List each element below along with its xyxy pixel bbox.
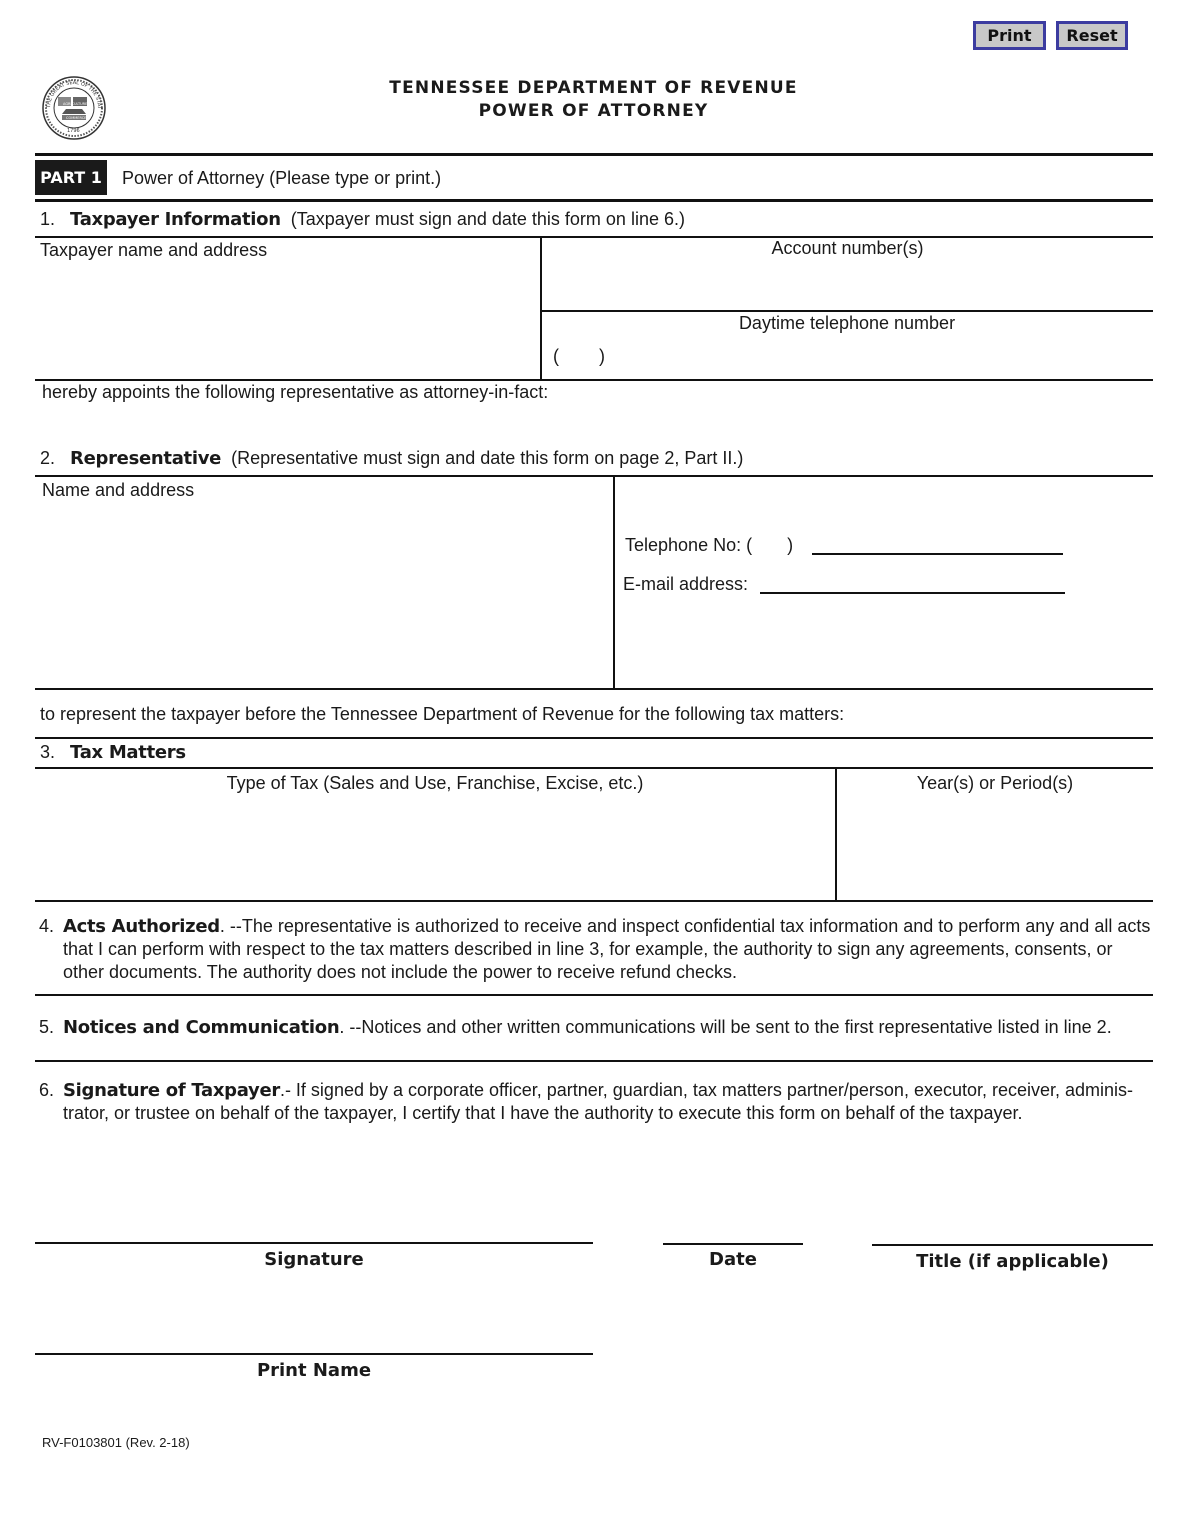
print-name-line (35, 1353, 593, 1355)
form-title: POWER OF ATTORNEY (478, 101, 709, 121)
representative-telephone-label: Telephone No: ( ) (625, 535, 794, 555)
section-title: Acts Authorized (63, 916, 220, 937)
section-number: 5. (39, 1017, 55, 1037)
date-label: Date (709, 1249, 757, 1270)
years-periods-field[interactable] (845, 802, 1145, 896)
section-number: 6. (39, 1080, 55, 1100)
divider (35, 1060, 1153, 1062)
representative-name-address-label: Name and address (42, 480, 195, 500)
section-title: Representative (70, 448, 222, 469)
divider (812, 553, 1063, 555)
divider (35, 688, 1153, 690)
represent-text: to represent the taxpayer before the Tennessee Department of Revenue for the following tax matters: (40, 704, 845, 724)
section-number: 4. (39, 916, 55, 936)
section-title: Tax Matters (70, 742, 186, 763)
form-number: RV-F0103801 (Rev. 2-18) (42, 1435, 190, 1450)
divider (760, 592, 1065, 594)
divider (35, 153, 1153, 156)
svg-text:AGRICULTURE: AGRICULTURE (63, 102, 88, 106)
type-of-tax-label: Type of Tax (Sales and Use, Franchise, Excise, etc.) (226, 773, 644, 793)
section-text: . --Notices and other written communications will be sent to the first representative listed in line 2. (339, 1017, 1112, 1037)
svg-text:THE GREAT SEAL OF THE STATE: THE GREAT SEAL OF THE STAT (45, 79, 103, 110)
section-3-heading (40, 742, 186, 763)
daytime-phone-field[interactable] (615, 342, 1145, 370)
section-note: (Taxpayer must sign and date this form on line 6.) (290, 209, 685, 229)
representative-name-address-field[interactable] (42, 506, 607, 684)
account-number-field[interactable] (552, 268, 1142, 298)
divider (35, 379, 1153, 381)
section-text: .- If signed by a corporate officer, partner, guardian, tax matters partner/person, executor, receiver, adminis-trator, or trustee on behalf of the taxpayer, I certify that I have the authority to execute this form on behalf of the taxpayer. (63, 1080, 1134, 1123)
representative-email-label: E-mail address: (623, 574, 749, 594)
divider (35, 199, 1153, 202)
part-1-badge: PART 1 (35, 160, 107, 195)
section-1-heading (40, 209, 685, 230)
print-name-label: Print Name (256, 1360, 372, 1381)
section-number: 3. (40, 742, 56, 762)
notices-paragraph (63, 1016, 1163, 1039)
section-number: 2. (40, 448, 56, 468)
taxpayer-name-address-label: Taxpayer name and address (40, 240, 268, 260)
print-name-field[interactable] (35, 1321, 593, 1351)
divider (613, 476, 615, 689)
phone-area-code-parens: ( ) (553, 346, 605, 366)
section-note: (Representative must sign and date this form on page 2, Part II.) (231, 448, 744, 468)
daytime-phone-label: Daytime telephone number (738, 313, 956, 333)
form-agency-title: TENNESSEE DEPARTMENT OF REVENUE (389, 78, 798, 98)
divider (35, 767, 1153, 769)
signature-of-taxpayer-paragraph (63, 1079, 1151, 1125)
signature-label: Signature (264, 1249, 364, 1270)
years-periods-label: Year(s) or Period(s) (916, 773, 1074, 793)
section-title: Signature of Taxpayer (63, 1080, 280, 1101)
print-button[interactable]: Print (973, 21, 1046, 50)
svg-text:COMMERCE: COMMERCE (66, 116, 87, 120)
appoints-text: hereby appoints the following representative as attorney-in-fact: (42, 382, 549, 402)
section-number: 1. (40, 209, 56, 229)
section-2-heading (40, 448, 743, 469)
signature-line (35, 1242, 593, 1244)
taxpayer-name-address-field[interactable] (40, 266, 535, 374)
title-line (872, 1244, 1153, 1246)
title-label: Title (if applicable) (916, 1251, 1109, 1272)
signature-field[interactable] (35, 1210, 593, 1240)
divider (35, 737, 1153, 739)
section-title: Taxpayer Information (70, 209, 281, 230)
date-line (663, 1243, 803, 1245)
type-of-tax-field[interactable] (42, 802, 830, 896)
divider (35, 900, 1153, 902)
section-title: Notices and Communication (63, 1017, 340, 1038)
reset-button[interactable]: Reset (1056, 21, 1128, 50)
section-text: . --The representative is authorized to receive and inspect confidential tax information and to perform any and all acts that I can perform with respect to the tax matters described in line 3, for example, the authority to sign any agreements, consents, or other documents. The authority does not include the power to receive refund checks. (63, 916, 1151, 982)
part-1-heading: Power of Attorney (Please type or print.) (122, 168, 442, 188)
svg-text:1796: 1796 (67, 128, 80, 134)
representative-telephone-field[interactable] (812, 531, 1063, 553)
account-number-label: Account number(s) (771, 238, 924, 258)
divider (35, 994, 1153, 996)
representative-email-field[interactable] (760, 570, 1065, 592)
divider (541, 310, 1153, 312)
acts-authorized-paragraph (63, 915, 1153, 984)
title-field[interactable] (872, 1212, 1153, 1242)
date-field[interactable] (663, 1212, 803, 1242)
divider (35, 475, 1153, 477)
